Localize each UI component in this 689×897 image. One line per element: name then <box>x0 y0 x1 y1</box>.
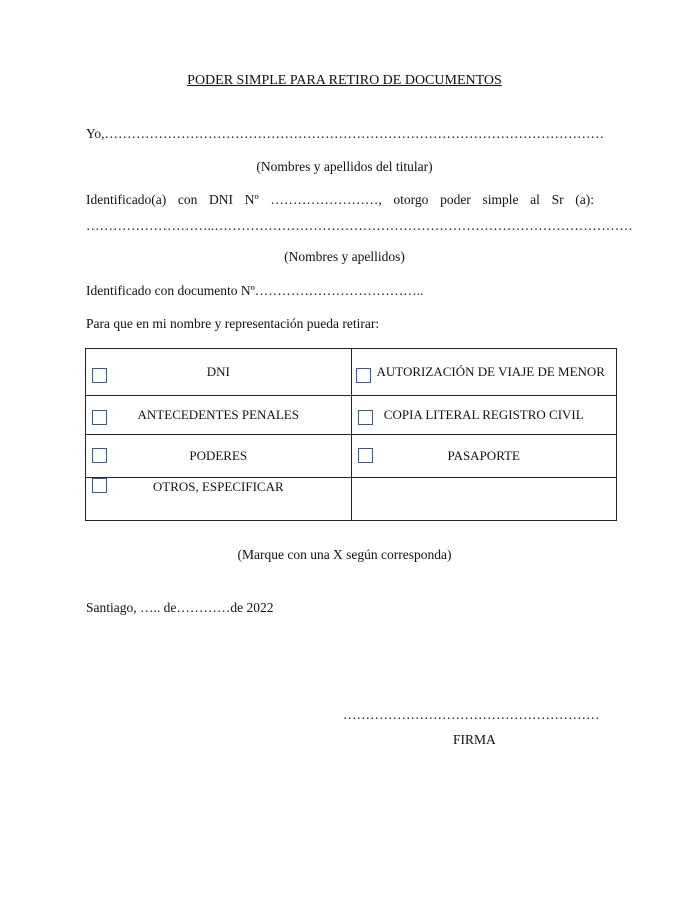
dni-number-field[interactable]: ……………………, <box>270 192 382 207</box>
apoderado-caption: (Nombres y apellidos) <box>284 249 405 264</box>
document-title: PODER SIMPLE PARA RETIRO DE DOCUMENTOS <box>187 73 502 88</box>
option-label: ANTECEDENTES PENALES <box>137 407 299 422</box>
option-antecedentes-penales[interactable] <box>86 396 352 435</box>
checkbox-antecedentes-penales[interactable] <box>92 410 107 425</box>
option-copia-literal[interactable] <box>351 396 617 435</box>
identificado-word: al <box>530 192 540 207</box>
identificado-word: Nº <box>244 192 259 207</box>
checkbox-dni[interactable] <box>92 368 107 383</box>
marque-caption: (Marque con una X según corresponda) <box>237 547 452 562</box>
option-poderes[interactable] <box>86 435 352 478</box>
documento-number-line[interactable]: Identificado con documento Nº……………………………….. <box>86 283 424 298</box>
titular-caption: (Nombres y apellidos del titular) <box>256 159 433 174</box>
identificado-word: DNI <box>209 192 234 207</box>
option-label: COPIA LITERAL REGISTRO CIVIL <box>383 407 584 422</box>
option-pasaporte[interactable] <box>351 435 617 478</box>
identificado-word: Identificado(a) <box>86 192 167 207</box>
option-label: AUTORIZACIÓN DE VIAJE DE MENOR <box>376 364 605 379</box>
checkbox-autorizacion-viaje[interactable] <box>356 368 371 383</box>
identificado-word: simple <box>482 192 519 207</box>
identificado-word: otorgo <box>393 192 429 207</box>
option-label: DNI <box>206 364 230 379</box>
titular-name-line[interactable]: Yo,………………………………………………………………………………………………… <box>86 126 605 141</box>
otros-specify-field[interactable] <box>351 478 617 521</box>
option-dni[interactable] <box>86 349 352 396</box>
checkbox-copia-literal[interactable] <box>358 410 373 425</box>
identificado-word: Sr <box>551 192 564 207</box>
checkbox-pasaporte[interactable] <box>358 448 373 463</box>
signature-line[interactable]: ………………………………………………… <box>343 707 600 722</box>
checkbox-otros[interactable] <box>92 478 107 493</box>
documents-options-table <box>85 348 617 521</box>
option-autorizacion-viaje[interactable] <box>351 349 617 396</box>
apoderado-name-line[interactable]: ………………………..………………………………………………………………………………… <box>86 218 633 233</box>
option-label: PODERES <box>189 448 248 463</box>
option-label: PASAPORTE <box>447 448 520 463</box>
identificado-word: (a): <box>575 192 594 207</box>
identificado-word: con <box>177 192 198 207</box>
option-label: OTROS, ESPECIFICAR <box>152 479 284 494</box>
option-otros[interactable] <box>86 478 352 521</box>
checkbox-poderes[interactable] <box>92 448 107 463</box>
date-line[interactable]: Santiago, ….. de…………de 2022 <box>86 600 274 615</box>
identificado-word: poder <box>440 192 471 207</box>
para-que-text: Para que en mi nombre y representación pueda retirar: <box>86 316 380 331</box>
identificado-line <box>86 192 594 208</box>
signature-label: FIRMA <box>453 732 496 747</box>
